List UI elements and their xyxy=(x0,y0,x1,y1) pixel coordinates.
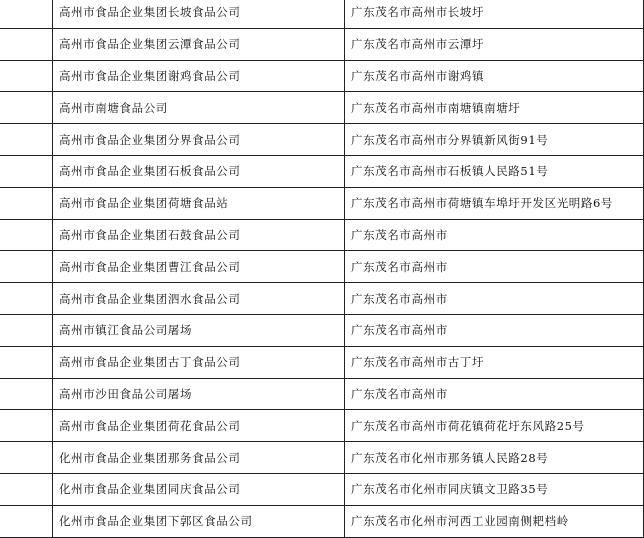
address-cell: 广东茂名市高州市荷花镇荷花圩东风路25号 xyxy=(345,410,644,442)
address-cell: 广东茂名市高州市南塘镇南塘圩 xyxy=(345,92,644,124)
address-cell: 广东茂名市高州市 xyxy=(345,283,644,315)
table-row xyxy=(0,155,644,187)
index-cell xyxy=(0,155,53,187)
company-name-cell: 高州市食品企业集团曹江食品公司 xyxy=(53,251,345,283)
table-row xyxy=(0,378,644,410)
address-cell: 广东茂名市高州市石板镇人民路51号 xyxy=(345,155,644,187)
company-name-cell: 高州市镇江食品公司屠场 xyxy=(53,314,345,346)
company-name-cell: 化州市食品企业集团下郭区食品公司 xyxy=(53,505,345,537)
table-row xyxy=(0,505,644,537)
company-name-cell: 化州市食品企业集团那务食品公司 xyxy=(53,442,345,474)
address-cell: 广东茂名市高州市 xyxy=(345,251,644,283)
index-cell xyxy=(0,346,53,378)
index-cell xyxy=(0,187,53,219)
index-cell xyxy=(0,505,53,537)
index-cell xyxy=(0,0,53,28)
index-cell xyxy=(0,28,53,60)
address-cell: 广东茂名市高州市长坡圩 xyxy=(345,0,644,28)
company-name-cell: 高州市沙田食品公司屠场 xyxy=(53,378,345,410)
company-name-cell: 化州市食品企业集团同庆食品公司 xyxy=(53,473,345,505)
table-row xyxy=(0,410,644,442)
address-cell: 广东茂名市高州市云潭圩 xyxy=(345,28,644,60)
index-cell xyxy=(0,314,53,346)
table-row xyxy=(0,473,644,505)
index-cell xyxy=(0,410,53,442)
table-row xyxy=(0,346,644,378)
table-row xyxy=(0,283,644,315)
address-cell: 广东茂名市化州市同庆镇文卫路35号 xyxy=(345,473,644,505)
table-row xyxy=(0,219,644,251)
index-cell xyxy=(0,124,53,156)
address-cell: 广东茂名市高州市分界镇新风街91号 xyxy=(345,124,644,156)
table-row xyxy=(0,187,644,219)
index-cell xyxy=(0,442,53,474)
address-cell: 广东茂名市化州市河西工业园南侧耙档岭 xyxy=(345,505,644,537)
address-cell: 广东茂名市化州市那务镇人民路28号 xyxy=(345,442,644,474)
company-name-cell: 高州市食品企业集团长坡食品公司 xyxy=(53,0,345,28)
index-cell xyxy=(0,60,53,92)
address-cell: 广东茂名市高州市谢鸡镇 xyxy=(345,60,644,92)
company-name-cell: 高州市食品企业集团荷花食品公司 xyxy=(53,410,345,442)
table-row xyxy=(0,124,644,156)
index-cell xyxy=(0,378,53,410)
company-name-cell: 高州市食品企业集团石鼓食品公司 xyxy=(53,219,345,251)
company-name-cell: 高州市食品企业集团泗水食品公司 xyxy=(53,283,345,315)
index-cell xyxy=(0,283,53,315)
address-cell: 广东茂名市高州市 xyxy=(345,378,644,410)
index-cell xyxy=(0,251,53,283)
table-row xyxy=(0,442,644,474)
address-cell: 广东茂名市高州市 xyxy=(345,219,644,251)
table-row xyxy=(0,60,644,92)
company-name-cell: 高州市食品企业集团荷塘食品站 xyxy=(53,187,345,219)
table-row xyxy=(0,0,644,28)
index-cell xyxy=(0,92,53,124)
company-name-cell: 高州市食品企业集团云潭食品公司 xyxy=(53,28,345,60)
address-cell: 广东茂名市高州市荷塘镇车埠圩开发区光明路6号 xyxy=(345,187,644,219)
index-cell xyxy=(0,473,53,505)
company-name-cell: 高州市南塘食品公司 xyxy=(53,92,345,124)
company-name-cell: 高州市食品企业集团石板食品公司 xyxy=(53,155,345,187)
table-row xyxy=(0,314,644,346)
table-row xyxy=(0,92,644,124)
company-name-cell: 高州市食品企业集团古丁食品公司 xyxy=(53,346,345,378)
address-cell: 广东茂名市高州市 xyxy=(345,314,644,346)
table-row xyxy=(0,251,644,283)
index-cell xyxy=(0,219,53,251)
table-row xyxy=(0,28,644,60)
address-cell: 广东茂名市高州市古丁圩 xyxy=(345,346,644,378)
company-name-cell: 高州市食品企业集团谢鸡食品公司 xyxy=(53,60,345,92)
company-name-cell: 高州市食品企业集团分界食品公司 xyxy=(53,124,345,156)
